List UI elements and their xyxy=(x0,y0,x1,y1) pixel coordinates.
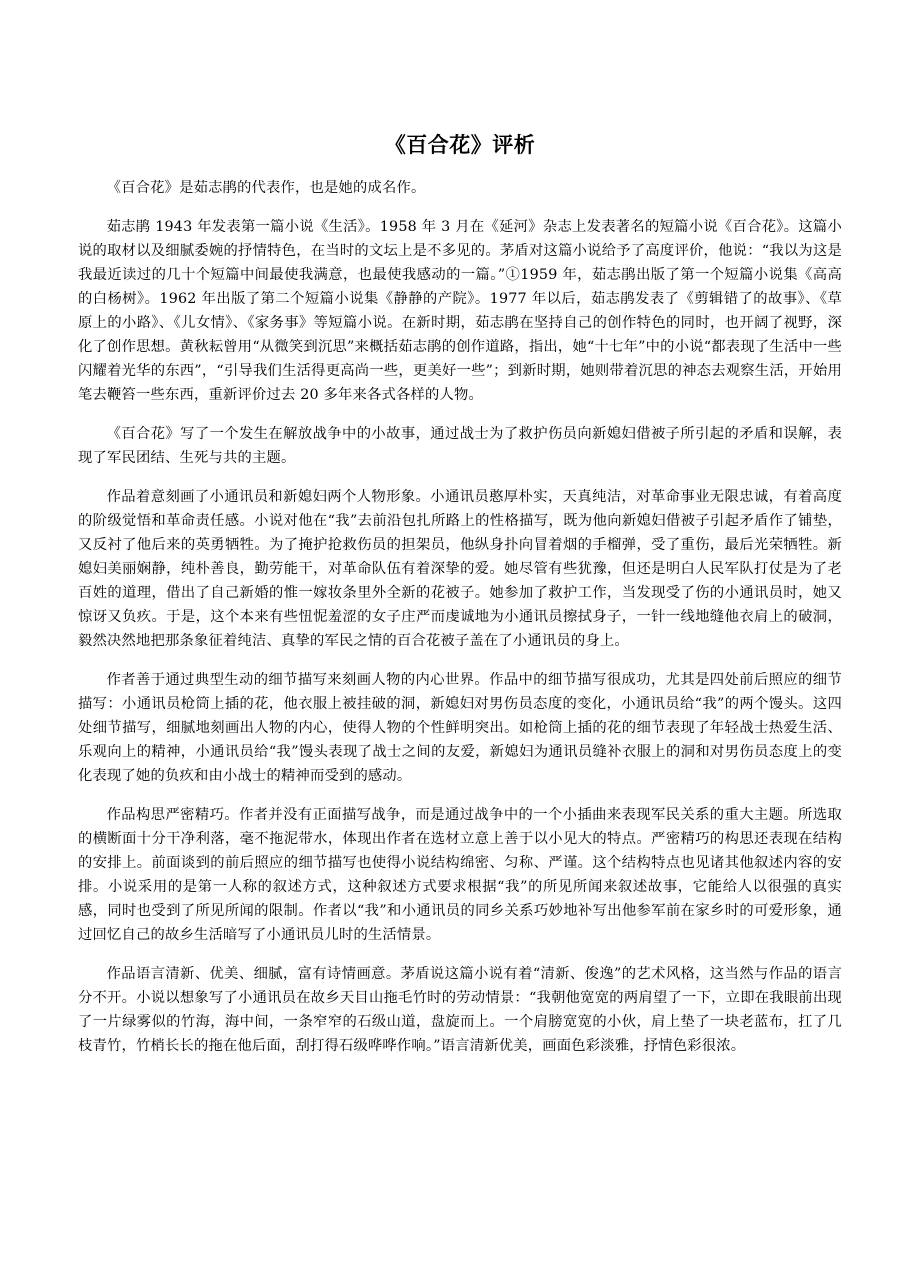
paragraph-language: 作品语言清新、优美、细腻，富有诗情画意。茅盾说这篇小说有着“清新、俊逸”的艺术风格，这当然与作品的语言分不开。小说以想象写了小通讯员在故乡天目山拖毛竹时的劳动情景：“我朝他宽宽的两肩望了一下，立即在我眼前出现了一片绿雾似的竹海，海中间，一条窄窄的石级山道，盘旋而上。一个肩膀宽宽的小伙，肩上垫了一块老蓝布，扛了几枝青竹，竹梢长长的拖在他后面，刮打得石级哗哗作响。”语言清新优美，画面色彩淡雅，抒情色彩很浓。 xyxy=(78,966,842,1054)
paragraph-intro: 《百合花》是茹志鹃的代表作，也是她的成名作。 xyxy=(106,180,426,196)
document-title: 《百合花》评析 xyxy=(384,132,536,157)
paragraph-details: 作者善于通过典型生动的细节描写来刻画人物的内心世界。作品中的细节描写很成功，尤其是四处前后照应的细节描写：小通讯员枪筒上插的花，他衣服上被挂破的洞，新媳妇对男伤员态度的变化，小通讯员给“我”的两个馒头。这四处细节描写，细腻地刻画出人物的内心，使得人物的个性鲜明突出。如枪筒上插的花的细节表现了年轻战士热爱生活、乐观向上的精神，小通讯员给“我”馒头表现了战士之间的友爱，新媳妇为通讯员缝补衣服上的洞和对男伤员态度上的变化表现了她的负疚和由小战士的精神而受到的感动。 xyxy=(78,672,842,784)
paragraph-structure: 作品构思严密精巧。作者并没有正面描写战争，而是通过战争中的一个小插曲来表现军民关系的重大主题。所选取的横断面十分干净利落，毫不拖泥带水，体现出作者在选材立意上善于以小见大的特点。严密精巧的构思还表现在结构的安排上。前面谈到的前后照应的细节描写也使得小说结构绵密、匀称、严谨。这个结构特点也见诸其他叙述内容的安排。小说采用的是第一人称的叙述方式，这种叙述方式要求根据“我”的所见所闻来叙述故事，它能给人以很强的真实感，同时也受到了所见所闻的限制。作者以“我”和小通讯员的同乡关系巧妙地补写出他参军前在家乡时的可爱形象，通过回忆自己的故乡生活暗写了小通讯员儿时的生活情景。 xyxy=(78,807,842,943)
document-body xyxy=(78,176,842,1073)
paragraph-characters: 作品着意刻画了小通讯员和新媳妇两个人物形象。小通讯员憨厚朴实，天真纯洁，对革命事业无限忠诚，有着高度的阶级觉悟和革命责任感。小说对他在“我”去前沿包扎所路上的性格描写，既为他向新媳妇借被子引起矛盾作了铺垫，又反衬了他后来的英勇牺牲。为了掩护抢救伤员的担架员，他纵身扑向冒着烟的手榴弹，受了重伤，最后光荣牺牲。新媳妇美丽娴静，纯朴善良，勤劳能干，对革命队伍有着深挚的爱。她尽管有些犹豫，但还是明白人民军队打仗是为了老百姓的道理，借出了自己新婚的惟一嫁妆条里外全新的花被子。她参加了救护工作，当发现受了伤的小通讯员时，她又惊讶又负疚。于是，这个本来有些忸怩羞涩的女子庄严而虔诚地为小通讯员擦拭身子，一针一线地缝他衣肩上的破洞，毅然决然地把那条象征着纯洁、真挚的军民之情的百合花被子盖在了小通讯员的身上。 xyxy=(78,489,842,649)
paragraph-author-background: 茹志鹃 1943 年发表第一篇小说《生活》。1958 年 3 月在《延河》杂志上发表著名的短篇小说《百合花》。这篇小说的取材以及细腻委婉的抒情特色，在当时的文坛上是不多见的。茅盾对这篇小说给予了高度评价，他说：“我以为这是我最近读过的几十个短篇中间最使我满意，也最使我感动的一篇。”①1959 年，茹志鹃出版了第一个短篇小说集《高高的白杨树》。1962 年出版了第二个短篇小说集《静静的产院》。1977 年以后，茹志鹃发表了《剪辑错了的故事》、《草原上的小路》、《儿女情》、《家务事》等短篇小说。在新时期，茹志鹃在坚持自己的创作特色的同时，也开阔了视野，深化了创作思想。黄秋耘曾用“从微笑到沉思”来概括茹志鹃的创作道路，指出，她“十七年”中的小说“都表现了生活中一些闪耀着光华的东西”，“引导我们生活得更高尚一些，更美好一些”；到新时期，她则带着沉思的神态去观察生活，开始用笔去鞭笞一些东西，重新评价过去 20 多年来各式各样的人物。 xyxy=(78,219,842,403)
paragraph-story-summary: 《百合花》写了一个发生在解放战争中的小故事，通过战士为了救护伤员向新媳妇借被子所引起的矛盾和误解，表现了军民团结、生死与共的主题。 xyxy=(78,426,842,466)
